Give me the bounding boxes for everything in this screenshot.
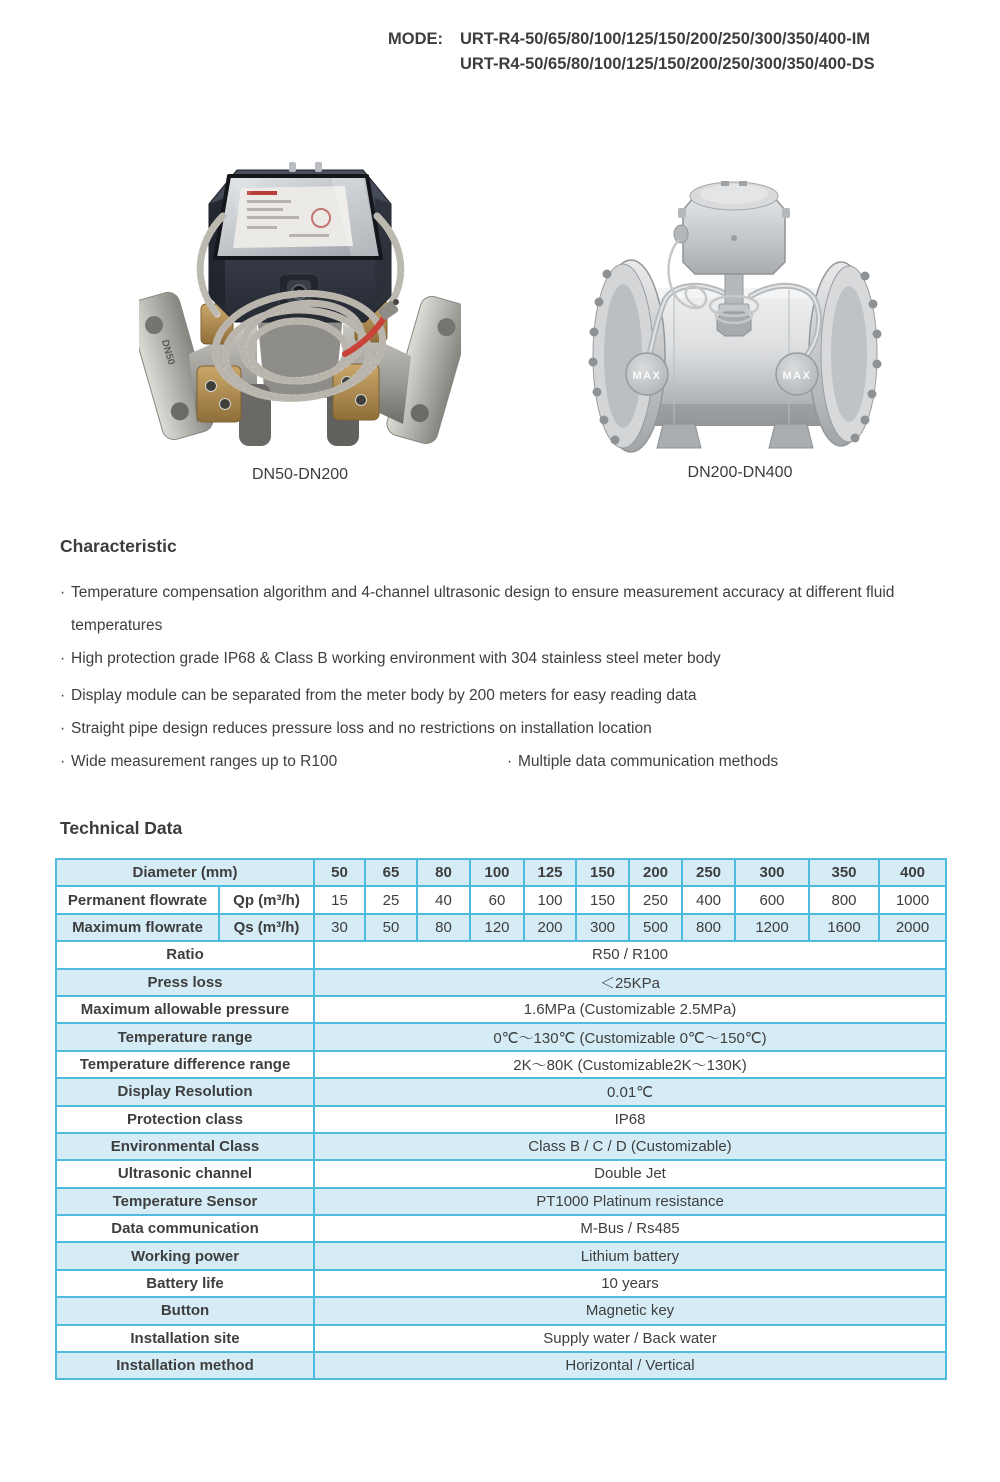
characteristic-list: [60, 576, 932, 778]
bullet-text: Display module can be separated from the meter body by 200 meters for easy reading data: [71, 687, 697, 704]
table-row: [56, 1242, 946, 1269]
row-value: M-Bus / Rs485: [314, 1215, 946, 1242]
table-row: [56, 1051, 946, 1078]
table-row: [56, 914, 946, 941]
bullet-text: Wide measurement ranges up to R100: [71, 753, 338, 770]
diameter-header-label: Diameter (mm): [56, 859, 314, 886]
max-pad: [626, 353, 668, 395]
model-numbers: [460, 27, 875, 77]
cell-value: 80: [417, 914, 470, 941]
bullet-dot: ·: [60, 687, 66, 704]
meter-foot: [657, 424, 701, 448]
table-row: [56, 1106, 946, 1133]
bullet-item: [507, 745, 778, 778]
row-label: Working power: [56, 1242, 314, 1269]
row-value: Supply water / Back water: [314, 1325, 946, 1352]
max-pad: [776, 353, 818, 395]
table-row: [56, 1160, 946, 1187]
model-header: [388, 27, 875, 77]
row-label: Permanent flowrate: [56, 886, 219, 913]
table-row: [56, 969, 946, 996]
row-label: Temperature Sensor: [56, 1188, 314, 1215]
cell-value: 200: [524, 914, 576, 941]
row-value: Lithium battery: [314, 1242, 946, 1269]
table-row: [56, 1188, 946, 1215]
bullet-text: Straight pipe design reduces pressure loss and no restrictions on installation location: [71, 720, 652, 737]
bullet-dot: ·: [60, 584, 66, 601]
row-value: IP68: [314, 1106, 946, 1133]
bullet-dot: ·: [507, 753, 513, 770]
max-badge: MAX: [782, 370, 812, 382]
flange-stamp: DN50: [158, 338, 177, 367]
row-value: Magnetic key: [314, 1297, 946, 1324]
table-row: [56, 1297, 946, 1324]
row-label: Ultrasonic channel: [56, 1160, 314, 1187]
row-value: ＜25KPa: [314, 969, 946, 996]
row-value: R50 / R100: [314, 941, 946, 968]
diameter-header-value: 350: [809, 859, 879, 886]
row-label: Installation method: [56, 1352, 314, 1379]
row-value: 0.01℃: [314, 1078, 946, 1105]
row-value: Class B / C / D (Customizable): [314, 1133, 946, 1160]
row-label: Battery life: [56, 1270, 314, 1297]
table-row: [56, 1078, 946, 1105]
row-label: Protection class: [56, 1106, 314, 1133]
cell-value: 800: [682, 914, 735, 941]
row-label: Temperature difference range: [56, 1051, 314, 1078]
row-label: Button: [56, 1297, 314, 1324]
bullet-dot: ·: [60, 650, 66, 667]
row-label: Temperature range: [56, 1023, 314, 1050]
row-label: Data communication: [56, 1215, 314, 1242]
display-module: [209, 162, 391, 322]
cell-value: 30: [314, 914, 365, 941]
table-row: [56, 1133, 946, 1160]
bullet-item: [60, 679, 932, 712]
row-label: Installation site: [56, 1325, 314, 1352]
bullet-text: High protection grade IP68 & Class B working environment with 304 stainless steel meter body: [71, 650, 721, 667]
cell-value: 50: [365, 914, 417, 941]
row-value: 10 years: [314, 1270, 946, 1297]
row-label: Press loss: [56, 969, 314, 996]
cell-value: 150: [576, 886, 629, 913]
row-unit: Qp (m³/h): [219, 886, 314, 913]
table-row: [56, 859, 946, 886]
bullet-dot: ·: [60, 720, 66, 737]
table-row: [56, 1270, 946, 1297]
figure-caption: DN50-DN200: [251, 466, 349, 483]
diameter-header-value: 65: [365, 859, 417, 886]
cell-value: 25: [365, 886, 417, 913]
cell-value: 1200: [735, 914, 809, 941]
row-label: Maximum flowrate: [56, 914, 219, 941]
cell-value: 1600: [809, 914, 879, 941]
mode-label: MODE:: [388, 30, 443, 48]
cell-value: 40: [417, 886, 470, 913]
bullet-dot: ·: [60, 753, 66, 770]
meter-foot: [769, 424, 813, 448]
max-badge: MAX: [632, 370, 662, 382]
cell-value: 250: [629, 886, 682, 913]
table-row: [56, 1325, 946, 1352]
model-line-1: URT-R4-50/65/80/100/125/150/200/250/300/350/400-IM: [460, 30, 871, 48]
cell-value: 500: [629, 914, 682, 941]
diameter-header-value: 50: [314, 859, 365, 886]
table-row: [56, 1215, 946, 1242]
cell-value: 15: [314, 886, 365, 913]
row-value: 2K～80K (Customizable2K～130K): [314, 1051, 946, 1078]
technical-data-table: [55, 858, 947, 1380]
model-line-2: URT-R4-50/65/80/100/125/150/200/250/300/350/400-DS: [460, 55, 875, 73]
meter-photo-dn200-dn400: [579, 156, 901, 456]
cell-value: 100: [524, 886, 576, 913]
row-label: Maximum allowable pressure: [56, 996, 314, 1023]
table-row: [56, 886, 946, 913]
diameter-header-value: 125: [524, 859, 576, 886]
bullet-item: [60, 745, 932, 778]
cell-value: 120: [470, 914, 524, 941]
row-label: Ratio: [56, 941, 314, 968]
table-row: [56, 1352, 946, 1379]
cell-value: 400: [682, 886, 735, 913]
diameter-header-value: 100: [470, 859, 524, 886]
diameter-header-value: 250: [682, 859, 735, 886]
cell-value: 800: [809, 886, 879, 913]
bullet-text: Multiple data communication methods: [518, 753, 779, 770]
diameter-header-value: 150: [576, 859, 629, 886]
row-label: Display Resolution: [56, 1078, 314, 1105]
figure-dn50-dn200: [139, 158, 461, 484]
row-value: 1.6MPa (Customizable 2.5MPa): [314, 996, 946, 1023]
bullet-text: Temperature compensation algorithm and 4-channel ultrasonic design to ensure measurement accuracy at different fluid temperatures: [71, 584, 895, 634]
right-flange: [809, 262, 882, 446]
diameter-header-value: 300: [735, 859, 809, 886]
bullet-item: [60, 712, 932, 745]
figure-dn200-dn400: [579, 156, 901, 482]
diameter-header-value: 80: [417, 859, 470, 886]
table-row: [56, 1023, 946, 1050]
row-label: Environmental Class: [56, 1133, 314, 1160]
diameter-header-value: 200: [629, 859, 682, 886]
cell-value: 60: [470, 886, 524, 913]
table-row: [56, 941, 946, 968]
bullet-item: [60, 642, 932, 675]
technical-data-heading: Technical Data: [60, 818, 183, 838]
figure-caption: DN200-DN400: [687, 464, 793, 481]
row-value: Double Jet: [314, 1160, 946, 1187]
meter-photo-dn50-dn200: [139, 158, 461, 458]
row-value: 0℃～130℃ (Customizable 0℃～150℃): [314, 1023, 946, 1050]
bullet-item: [60, 576, 932, 642]
row-value: PT1000 Platinum resistance: [314, 1188, 946, 1215]
cell-value: 1000: [879, 886, 946, 913]
row-value: Horizontal / Vertical: [314, 1352, 946, 1379]
characteristic-heading: Characteristic: [60, 536, 177, 556]
cell-value: 300: [576, 914, 629, 941]
cell-value: 600: [735, 886, 809, 913]
cell-value: 2000: [879, 914, 946, 941]
diameter-header-value: 400: [879, 859, 946, 886]
row-unit: Qs (m³/h): [219, 914, 314, 941]
table-row: [56, 996, 946, 1023]
